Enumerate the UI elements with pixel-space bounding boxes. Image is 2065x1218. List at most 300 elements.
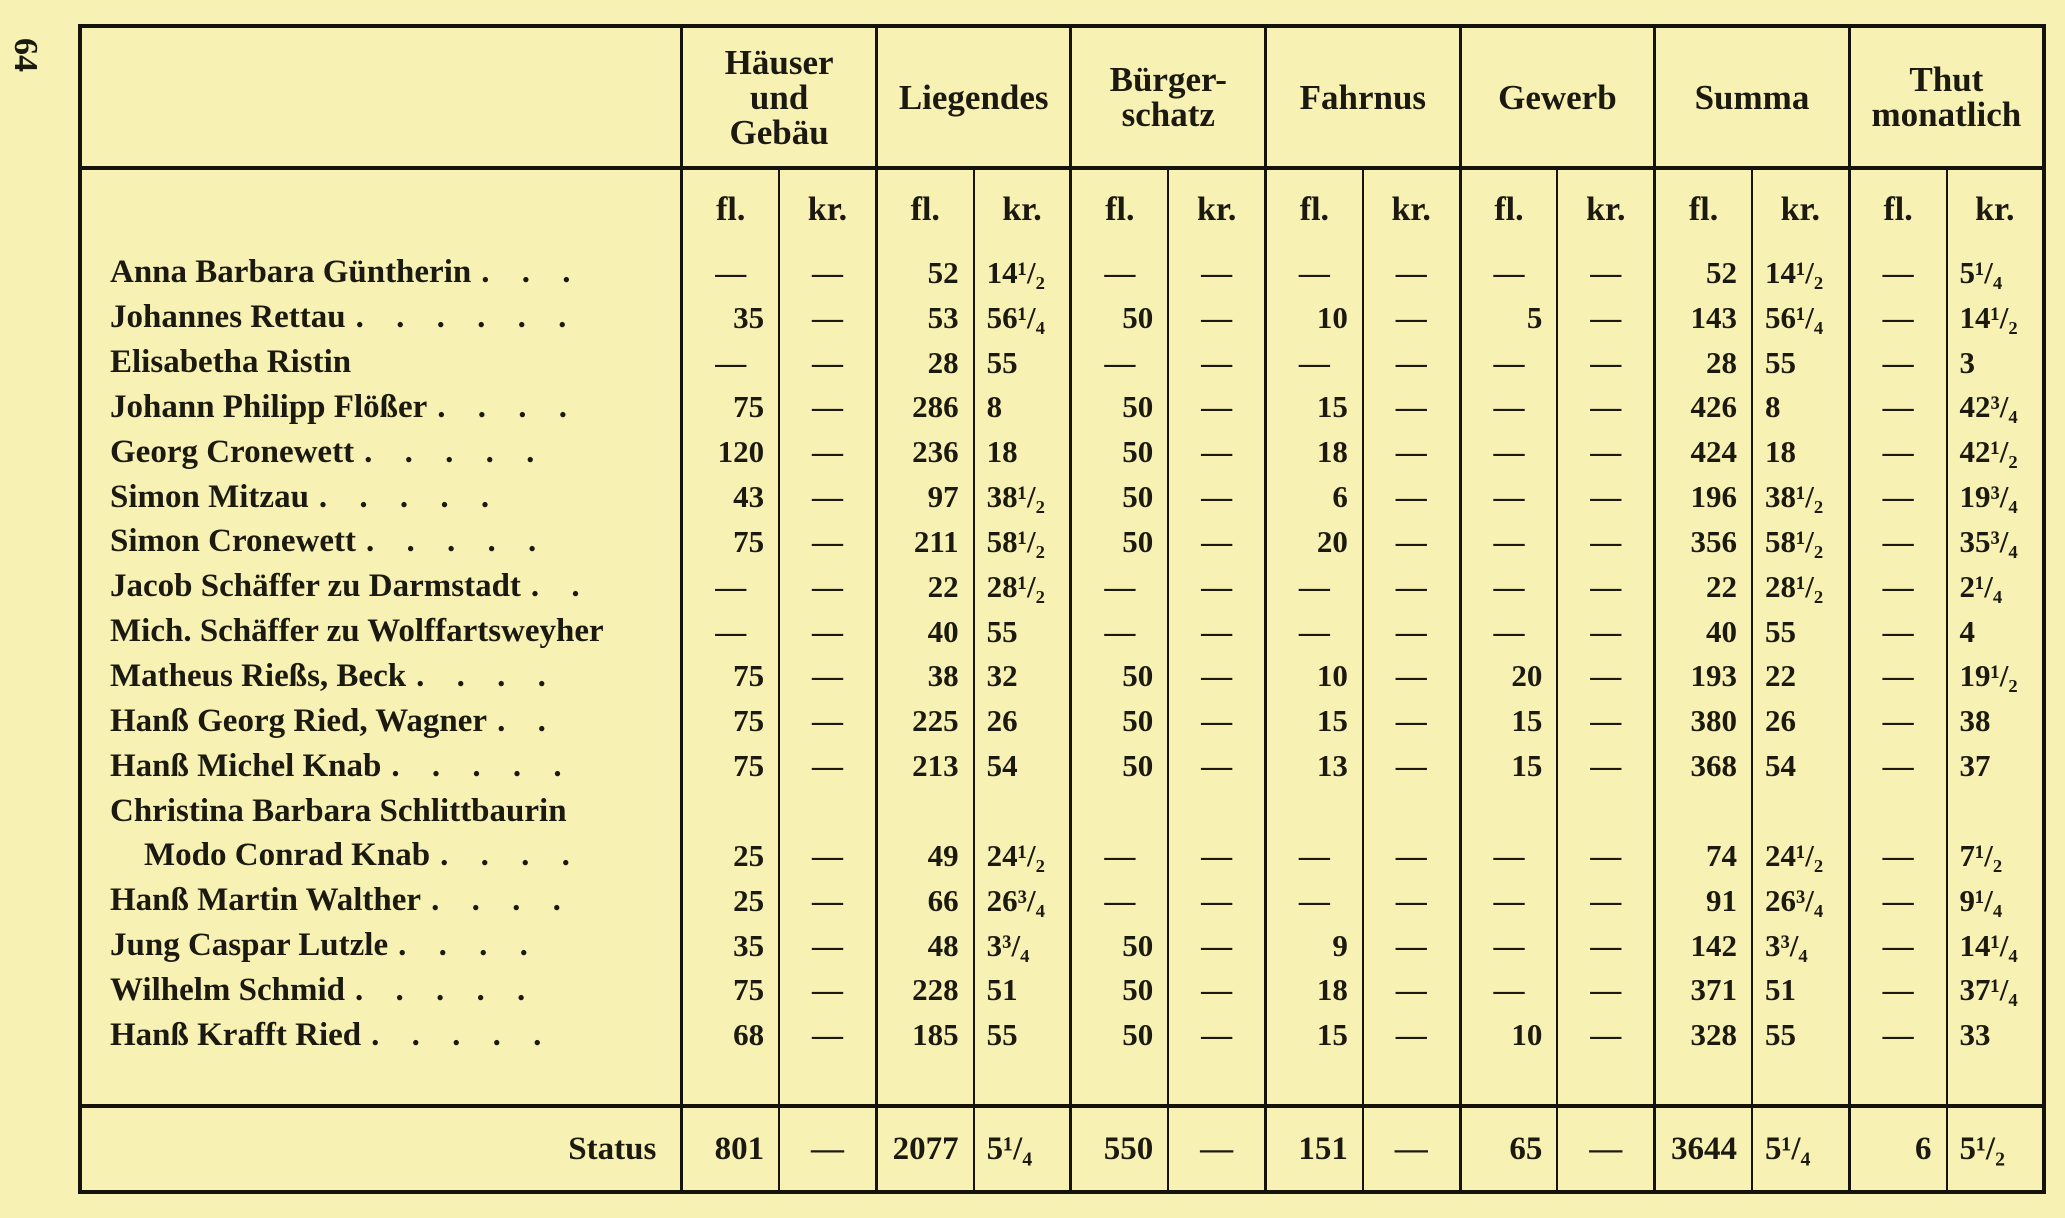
person-name bbox=[80, 295, 682, 340]
header-buergerschatz bbox=[1071, 26, 1266, 168]
value-fl: 120 bbox=[682, 430, 779, 475]
value-kr: — bbox=[779, 475, 876, 520]
value-fl: 68 bbox=[682, 1013, 779, 1058]
value-fl: 20 bbox=[1460, 654, 1557, 699]
header-gewerb bbox=[1460, 26, 1655, 168]
status-value-kr: 5¹/₄ bbox=[974, 1106, 1071, 1192]
value-kr: 38¹/₂ bbox=[974, 475, 1071, 520]
value-fl: — bbox=[1849, 250, 1946, 295]
value-fl: — bbox=[1849, 923, 1946, 968]
unit-kr: kr. bbox=[1363, 168, 1460, 250]
value-fl: 5 bbox=[1460, 295, 1557, 340]
value-kr: 54 bbox=[974, 744, 1071, 789]
value-fl: 196 bbox=[1655, 475, 1752, 520]
value-fl: — bbox=[1849, 520, 1946, 565]
unit-kr: kr. bbox=[974, 168, 1071, 250]
value-kr: — bbox=[779, 340, 876, 385]
value-kr: 5¹/₄ bbox=[1947, 250, 2044, 295]
value-kr: — bbox=[1363, 923, 1460, 968]
value-kr: 26 bbox=[974, 699, 1071, 744]
value-kr: 8 bbox=[1752, 385, 1849, 430]
unit-fl: fl. bbox=[1849, 168, 1946, 250]
status-label: Status bbox=[80, 1106, 682, 1192]
value-kr bbox=[1557, 789, 1654, 834]
value-kr: — bbox=[1363, 250, 1460, 295]
value-fl bbox=[876, 789, 973, 834]
table-row bbox=[80, 609, 2044, 654]
value-fl: 75 bbox=[682, 699, 779, 744]
value-fl bbox=[1655, 789, 1752, 834]
table-row bbox=[80, 564, 2044, 609]
value-kr: — bbox=[1363, 968, 1460, 1013]
value-fl: 371 bbox=[1655, 968, 1752, 1013]
spacer-cell bbox=[1460, 1058, 1557, 1106]
value-kr: — bbox=[779, 385, 876, 430]
value-fl: 75 bbox=[682, 385, 779, 430]
value-fl: 66 bbox=[876, 878, 973, 923]
value-kr: 9¹/₄ bbox=[1947, 878, 2044, 923]
header-thut-line2: monatlich bbox=[1871, 95, 2022, 134]
value-fl: 142 bbox=[1655, 923, 1752, 968]
value-kr: 35³/₄ bbox=[1947, 520, 2044, 565]
header-summa-line1: Summa bbox=[1694, 77, 1810, 117]
table-row bbox=[80, 833, 2044, 878]
value-kr: 55 bbox=[1752, 609, 1849, 654]
value-kr: — bbox=[1363, 878, 1460, 923]
value-fl: 356 bbox=[1655, 520, 1752, 565]
value-fl: 286 bbox=[876, 385, 973, 430]
value-kr: 58¹/₂ bbox=[974, 520, 1071, 565]
person-name bbox=[80, 340, 682, 385]
value-fl bbox=[1266, 789, 1363, 834]
value-kr: — bbox=[1363, 385, 1460, 430]
header-name-cell bbox=[80, 26, 682, 168]
value-kr: 51 bbox=[974, 968, 1071, 1013]
value-kr: — bbox=[1557, 609, 1654, 654]
value-fl: — bbox=[1460, 833, 1557, 878]
unit-row bbox=[80, 168, 2044, 250]
value-kr: — bbox=[1168, 923, 1265, 968]
value-fl: — bbox=[1266, 833, 1363, 878]
value-kr: — bbox=[779, 564, 876, 609]
unit-kr: kr. bbox=[1752, 168, 1849, 250]
value-kr: — bbox=[1168, 385, 1265, 430]
value-fl: — bbox=[1071, 564, 1168, 609]
value-kr bbox=[974, 789, 1071, 834]
header-liegendes bbox=[876, 26, 1071, 168]
value-kr: 55 bbox=[974, 1013, 1071, 1058]
value-fl: 18 bbox=[1266, 430, 1363, 475]
value-fl: — bbox=[682, 340, 779, 385]
value-kr: 42¹/₂ bbox=[1947, 430, 2044, 475]
value-kr: — bbox=[779, 968, 876, 1013]
value-kr: — bbox=[1557, 923, 1654, 968]
value-fl: — bbox=[1071, 250, 1168, 295]
value-kr: 4 bbox=[1947, 609, 2044, 654]
value-kr: — bbox=[1363, 520, 1460, 565]
value-fl: 50 bbox=[1071, 968, 1168, 1013]
value-kr: — bbox=[1168, 340, 1265, 385]
person-name-text: Christina Barbara Schlittbaurin bbox=[110, 792, 567, 829]
value-fl: 15 bbox=[1460, 744, 1557, 789]
value-fl: — bbox=[1266, 878, 1363, 923]
value-fl: — bbox=[1071, 609, 1168, 654]
spacer-cell bbox=[80, 1058, 682, 1106]
value-fl: — bbox=[1460, 564, 1557, 609]
value-fl: — bbox=[1460, 340, 1557, 385]
value-fl: — bbox=[682, 564, 779, 609]
value-kr bbox=[779, 789, 876, 834]
value-kr: 14¹/₂ bbox=[1947, 295, 2044, 340]
value-fl: — bbox=[1849, 609, 1946, 654]
value-fl bbox=[1460, 789, 1557, 834]
value-fl: — bbox=[1849, 1013, 1946, 1058]
value-fl: — bbox=[1460, 878, 1557, 923]
spacer-cell bbox=[1752, 1058, 1849, 1106]
table-row bbox=[80, 654, 2044, 699]
spacer-cell bbox=[1071, 1058, 1168, 1106]
value-fl: — bbox=[682, 250, 779, 295]
unit-fl: fl. bbox=[1071, 168, 1168, 250]
unit-kr: kr. bbox=[1557, 168, 1654, 250]
value-kr: 26 bbox=[1752, 699, 1849, 744]
value-fl: 40 bbox=[1655, 609, 1752, 654]
value-fl: 50 bbox=[1071, 430, 1168, 475]
value-kr: 24¹/₂ bbox=[974, 833, 1071, 878]
value-fl: 53 bbox=[876, 295, 973, 340]
status-value-fl: 6 bbox=[1849, 1106, 1946, 1192]
value-fl: — bbox=[1849, 385, 1946, 430]
header-haeuser-line2: und bbox=[749, 77, 809, 117]
person-name bbox=[80, 520, 682, 565]
value-kr: — bbox=[1363, 340, 1460, 385]
person-name bbox=[80, 1013, 682, 1058]
value-fl: 75 bbox=[682, 520, 779, 565]
value-fl: 50 bbox=[1071, 475, 1168, 520]
leader-dots bbox=[604, 613, 614, 649]
value-fl: 38 bbox=[876, 654, 973, 699]
person-name bbox=[80, 833, 682, 878]
value-fl: 143 bbox=[1655, 295, 1752, 340]
value-kr: — bbox=[1363, 654, 1460, 699]
value-kr: — bbox=[779, 430, 876, 475]
table-row bbox=[80, 744, 2044, 789]
value-kr: 3³/₄ bbox=[1752, 923, 1849, 968]
value-fl: — bbox=[1266, 250, 1363, 295]
person-name-text: Anna Barbara Güntherin bbox=[110, 254, 472, 291]
value-fl: 6 bbox=[1266, 475, 1363, 520]
value-kr: 28¹/₂ bbox=[1752, 564, 1849, 609]
value-kr: 54 bbox=[1752, 744, 1849, 789]
value-kr: — bbox=[1557, 1013, 1654, 1058]
value-fl: — bbox=[1849, 340, 1946, 385]
value-fl: — bbox=[1460, 968, 1557, 1013]
spacer-cell bbox=[779, 1058, 876, 1106]
value-kr: — bbox=[1557, 968, 1654, 1013]
person-name bbox=[80, 699, 682, 744]
value-kr: 42³/₄ bbox=[1947, 385, 2044, 430]
leader-dots: . . . . bbox=[431, 882, 573, 919]
header-haeuser-line1: Häuser bbox=[724, 42, 834, 82]
spacer-cell bbox=[1363, 1058, 1460, 1106]
value-kr bbox=[1363, 789, 1460, 834]
leader-dots: . . . . . bbox=[371, 1016, 554, 1053]
header-gewerb-line1: Gewerb bbox=[1498, 77, 1617, 117]
unit-fl: fl. bbox=[682, 168, 779, 250]
leader-dots: . . . bbox=[481, 254, 583, 291]
value-kr: — bbox=[1363, 609, 1460, 654]
value-kr: 22 bbox=[1752, 654, 1849, 699]
spacer-row bbox=[80, 1058, 2044, 1106]
person-name-text: Georg Cronewett bbox=[110, 433, 355, 470]
value-fl: — bbox=[1460, 385, 1557, 430]
header-buergerschatz-line2: schatz bbox=[1121, 95, 1215, 134]
status-value-kr: 5¹/₂ bbox=[1947, 1106, 2044, 1192]
value-fl: 22 bbox=[876, 564, 973, 609]
value-fl: — bbox=[1071, 878, 1168, 923]
value-fl: — bbox=[1849, 475, 1946, 520]
value-kr: 8 bbox=[974, 385, 1071, 430]
value-kr: — bbox=[779, 878, 876, 923]
value-kr: — bbox=[1557, 520, 1654, 565]
value-fl: 52 bbox=[1655, 250, 1752, 295]
spacer-cell bbox=[1557, 1058, 1654, 1106]
spacer-cell bbox=[876, 1058, 973, 1106]
spacer-cell bbox=[1655, 1058, 1752, 1106]
value-kr: — bbox=[779, 250, 876, 295]
unit-fl: fl. bbox=[1460, 168, 1557, 250]
unit-kr: kr. bbox=[779, 168, 876, 250]
value-fl: 193 bbox=[1655, 654, 1752, 699]
value-kr: — bbox=[1168, 475, 1265, 520]
value-fl: 9 bbox=[1266, 923, 1363, 968]
table-row bbox=[80, 520, 2044, 565]
table-row bbox=[80, 250, 2044, 295]
value-fl: 50 bbox=[1071, 385, 1168, 430]
value-fl: — bbox=[1266, 609, 1363, 654]
value-fl: — bbox=[1460, 250, 1557, 295]
value-kr: 38¹/₂ bbox=[1752, 475, 1849, 520]
value-kr: 38 bbox=[1947, 699, 2044, 744]
value-fl: 15 bbox=[1266, 699, 1363, 744]
person-name bbox=[80, 744, 682, 789]
person-name bbox=[80, 878, 682, 923]
value-kr: — bbox=[1363, 564, 1460, 609]
status-value-kr: — bbox=[1557, 1106, 1654, 1192]
value-kr: — bbox=[1557, 699, 1654, 744]
value-kr: — bbox=[1363, 295, 1460, 340]
value-fl: 225 bbox=[876, 699, 973, 744]
value-fl: 10 bbox=[1460, 1013, 1557, 1058]
value-kr: — bbox=[1557, 564, 1654, 609]
value-kr: 37¹/₄ bbox=[1947, 968, 2044, 1013]
person-name-text: Simon Cronewett bbox=[110, 523, 356, 560]
header-haeuser-line3: Gebäu bbox=[729, 112, 829, 152]
value-kr: 24¹/₂ bbox=[1752, 833, 1849, 878]
table-row bbox=[80, 1013, 2044, 1058]
person-name bbox=[80, 475, 682, 520]
status-value-kr: 5¹/₄ bbox=[1752, 1106, 1849, 1192]
person-name-text: Hanß Michel Knab bbox=[110, 747, 382, 784]
leader-dots bbox=[351, 344, 361, 380]
value-kr: 14¹/₄ bbox=[1947, 923, 2044, 968]
value-kr: 37 bbox=[1947, 744, 2044, 789]
value-kr: — bbox=[1168, 250, 1265, 295]
value-fl: 74 bbox=[1655, 833, 1752, 878]
value-fl: 213 bbox=[876, 744, 973, 789]
value-fl: 91 bbox=[1655, 878, 1752, 923]
value-kr: 26³/₄ bbox=[1752, 878, 1849, 923]
status-value-fl: 3644 bbox=[1655, 1106, 1752, 1192]
value-fl: — bbox=[1849, 744, 1946, 789]
value-fl: 25 bbox=[682, 878, 779, 923]
value-kr: — bbox=[1557, 250, 1654, 295]
value-kr: 2¹/₄ bbox=[1947, 564, 2044, 609]
header-liegendes-line1: Liegendes bbox=[898, 77, 1049, 117]
table-row bbox=[80, 699, 2044, 744]
table-row bbox=[80, 475, 2044, 520]
value-fl: 28 bbox=[876, 340, 973, 385]
table-row bbox=[80, 968, 2044, 1013]
value-kr: 32 bbox=[974, 654, 1071, 699]
table-row bbox=[80, 789, 2044, 834]
value-kr: 19³/₄ bbox=[1947, 475, 2044, 520]
value-kr: — bbox=[1168, 609, 1265, 654]
value-fl: 13 bbox=[1266, 744, 1363, 789]
person-name-text: Jung Caspar Lutzle bbox=[110, 927, 389, 964]
value-kr: — bbox=[1168, 1013, 1265, 1058]
header-thut-line1: Thut bbox=[1909, 60, 1984, 99]
value-fl: — bbox=[1071, 340, 1168, 385]
value-fl: 211 bbox=[876, 520, 973, 565]
value-kr: 51 bbox=[1752, 968, 1849, 1013]
value-fl: 10 bbox=[1266, 295, 1363, 340]
value-fl: 97 bbox=[876, 475, 973, 520]
value-fl: 50 bbox=[1071, 654, 1168, 699]
status-value-fl: 2077 bbox=[876, 1106, 973, 1192]
value-fl bbox=[1071, 789, 1168, 834]
value-fl: 75 bbox=[682, 654, 779, 699]
value-fl: 25 bbox=[682, 833, 779, 878]
value-fl: 18 bbox=[1266, 968, 1363, 1013]
spacer-cell bbox=[974, 1058, 1071, 1106]
value-kr: — bbox=[1557, 295, 1654, 340]
value-fl: — bbox=[1849, 654, 1946, 699]
value-kr: 28¹/₂ bbox=[974, 564, 1071, 609]
leader-dots: . . . . . . bbox=[355, 299, 579, 336]
value-fl: — bbox=[1849, 699, 1946, 744]
value-kr: — bbox=[779, 609, 876, 654]
value-kr: — bbox=[1557, 833, 1654, 878]
value-fl: — bbox=[1266, 564, 1363, 609]
value-fl: 40 bbox=[876, 609, 973, 654]
value-fl: — bbox=[1849, 878, 1946, 923]
value-kr: 14¹/₂ bbox=[1752, 250, 1849, 295]
person-name-text: Johannes Rettau bbox=[110, 299, 346, 336]
value-fl: 50 bbox=[1071, 295, 1168, 340]
value-kr: 33 bbox=[1947, 1013, 2044, 1058]
header-buergerschatz-line1: Bürger- bbox=[1109, 60, 1227, 99]
value-fl: 50 bbox=[1071, 699, 1168, 744]
unit-fl: fl. bbox=[1655, 168, 1752, 250]
value-fl: — bbox=[1071, 833, 1168, 878]
person-name-text: Hanß Georg Ried, Wagner bbox=[110, 702, 488, 739]
value-kr: 55 bbox=[1752, 1013, 1849, 1058]
value-fl: 43 bbox=[682, 475, 779, 520]
value-kr: — bbox=[1363, 475, 1460, 520]
value-kr: 56¹/₄ bbox=[974, 295, 1071, 340]
value-kr: — bbox=[1168, 744, 1265, 789]
value-fl: 28 bbox=[1655, 340, 1752, 385]
value-kr: — bbox=[1168, 833, 1265, 878]
value-fl: 75 bbox=[682, 968, 779, 1013]
table-row bbox=[80, 878, 2044, 923]
value-kr bbox=[1752, 789, 1849, 834]
value-kr: — bbox=[1168, 654, 1265, 699]
spacer-cell bbox=[1947, 1058, 2044, 1106]
value-fl: 48 bbox=[876, 923, 973, 968]
leader-dots: . . . . . bbox=[318, 478, 502, 515]
status-value-fl: 65 bbox=[1460, 1106, 1557, 1192]
value-fl: — bbox=[1266, 340, 1363, 385]
spacer-cell bbox=[682, 1058, 779, 1106]
value-kr: — bbox=[1557, 430, 1654, 475]
person-name-text: Wilhelm Schmid bbox=[110, 971, 346, 1008]
person-name-text: Modo Conrad Knab bbox=[144, 837, 431, 874]
person-name bbox=[80, 430, 682, 475]
person-name-text: Elisabetha Ristin bbox=[110, 344, 352, 381]
value-kr: — bbox=[779, 744, 876, 789]
value-fl: — bbox=[1460, 430, 1557, 475]
value-fl: 35 bbox=[682, 923, 779, 968]
person-name bbox=[80, 654, 682, 699]
value-fl: 20 bbox=[1266, 520, 1363, 565]
value-kr: 56¹/₄ bbox=[1752, 295, 1849, 340]
value-fl: 328 bbox=[1655, 1013, 1752, 1058]
value-fl: 15 bbox=[1460, 699, 1557, 744]
value-fl: — bbox=[682, 609, 779, 654]
tax-register-table bbox=[78, 24, 2046, 1194]
value-fl: 426 bbox=[1655, 385, 1752, 430]
value-kr: — bbox=[1363, 833, 1460, 878]
leader-dots: . . bbox=[530, 568, 592, 605]
value-fl bbox=[682, 789, 779, 834]
header-fahrnus bbox=[1266, 26, 1461, 168]
value-fl: 49 bbox=[876, 833, 973, 878]
person-name bbox=[80, 789, 682, 834]
leader-dots: . . . . bbox=[437, 388, 580, 425]
value-fl: 50 bbox=[1071, 520, 1168, 565]
value-kr: — bbox=[1168, 564, 1265, 609]
status-value-fl: 151 bbox=[1266, 1106, 1363, 1192]
value-fl: 424 bbox=[1655, 430, 1752, 475]
header-fahrnus-line1: Fahrnus bbox=[1299, 77, 1427, 117]
value-kr: — bbox=[1363, 1013, 1460, 1058]
spacer-cell bbox=[1168, 1058, 1265, 1106]
person-name-text: Matheus Rießs, Beck bbox=[110, 657, 407, 694]
spacer-cell bbox=[1849, 1058, 1946, 1106]
header-haeuser bbox=[682, 26, 877, 168]
value-kr: — bbox=[1557, 744, 1654, 789]
value-kr: — bbox=[1168, 699, 1265, 744]
value-kr bbox=[1947, 789, 2044, 834]
value-fl bbox=[1849, 789, 1946, 834]
value-fl: 368 bbox=[1655, 744, 1752, 789]
person-name-text: Mich. Schäffer zu Wolffartsweyher bbox=[110, 613, 604, 650]
value-kr: — bbox=[779, 1013, 876, 1058]
status-value-kr: — bbox=[779, 1106, 876, 1192]
value-fl: — bbox=[1460, 609, 1557, 654]
